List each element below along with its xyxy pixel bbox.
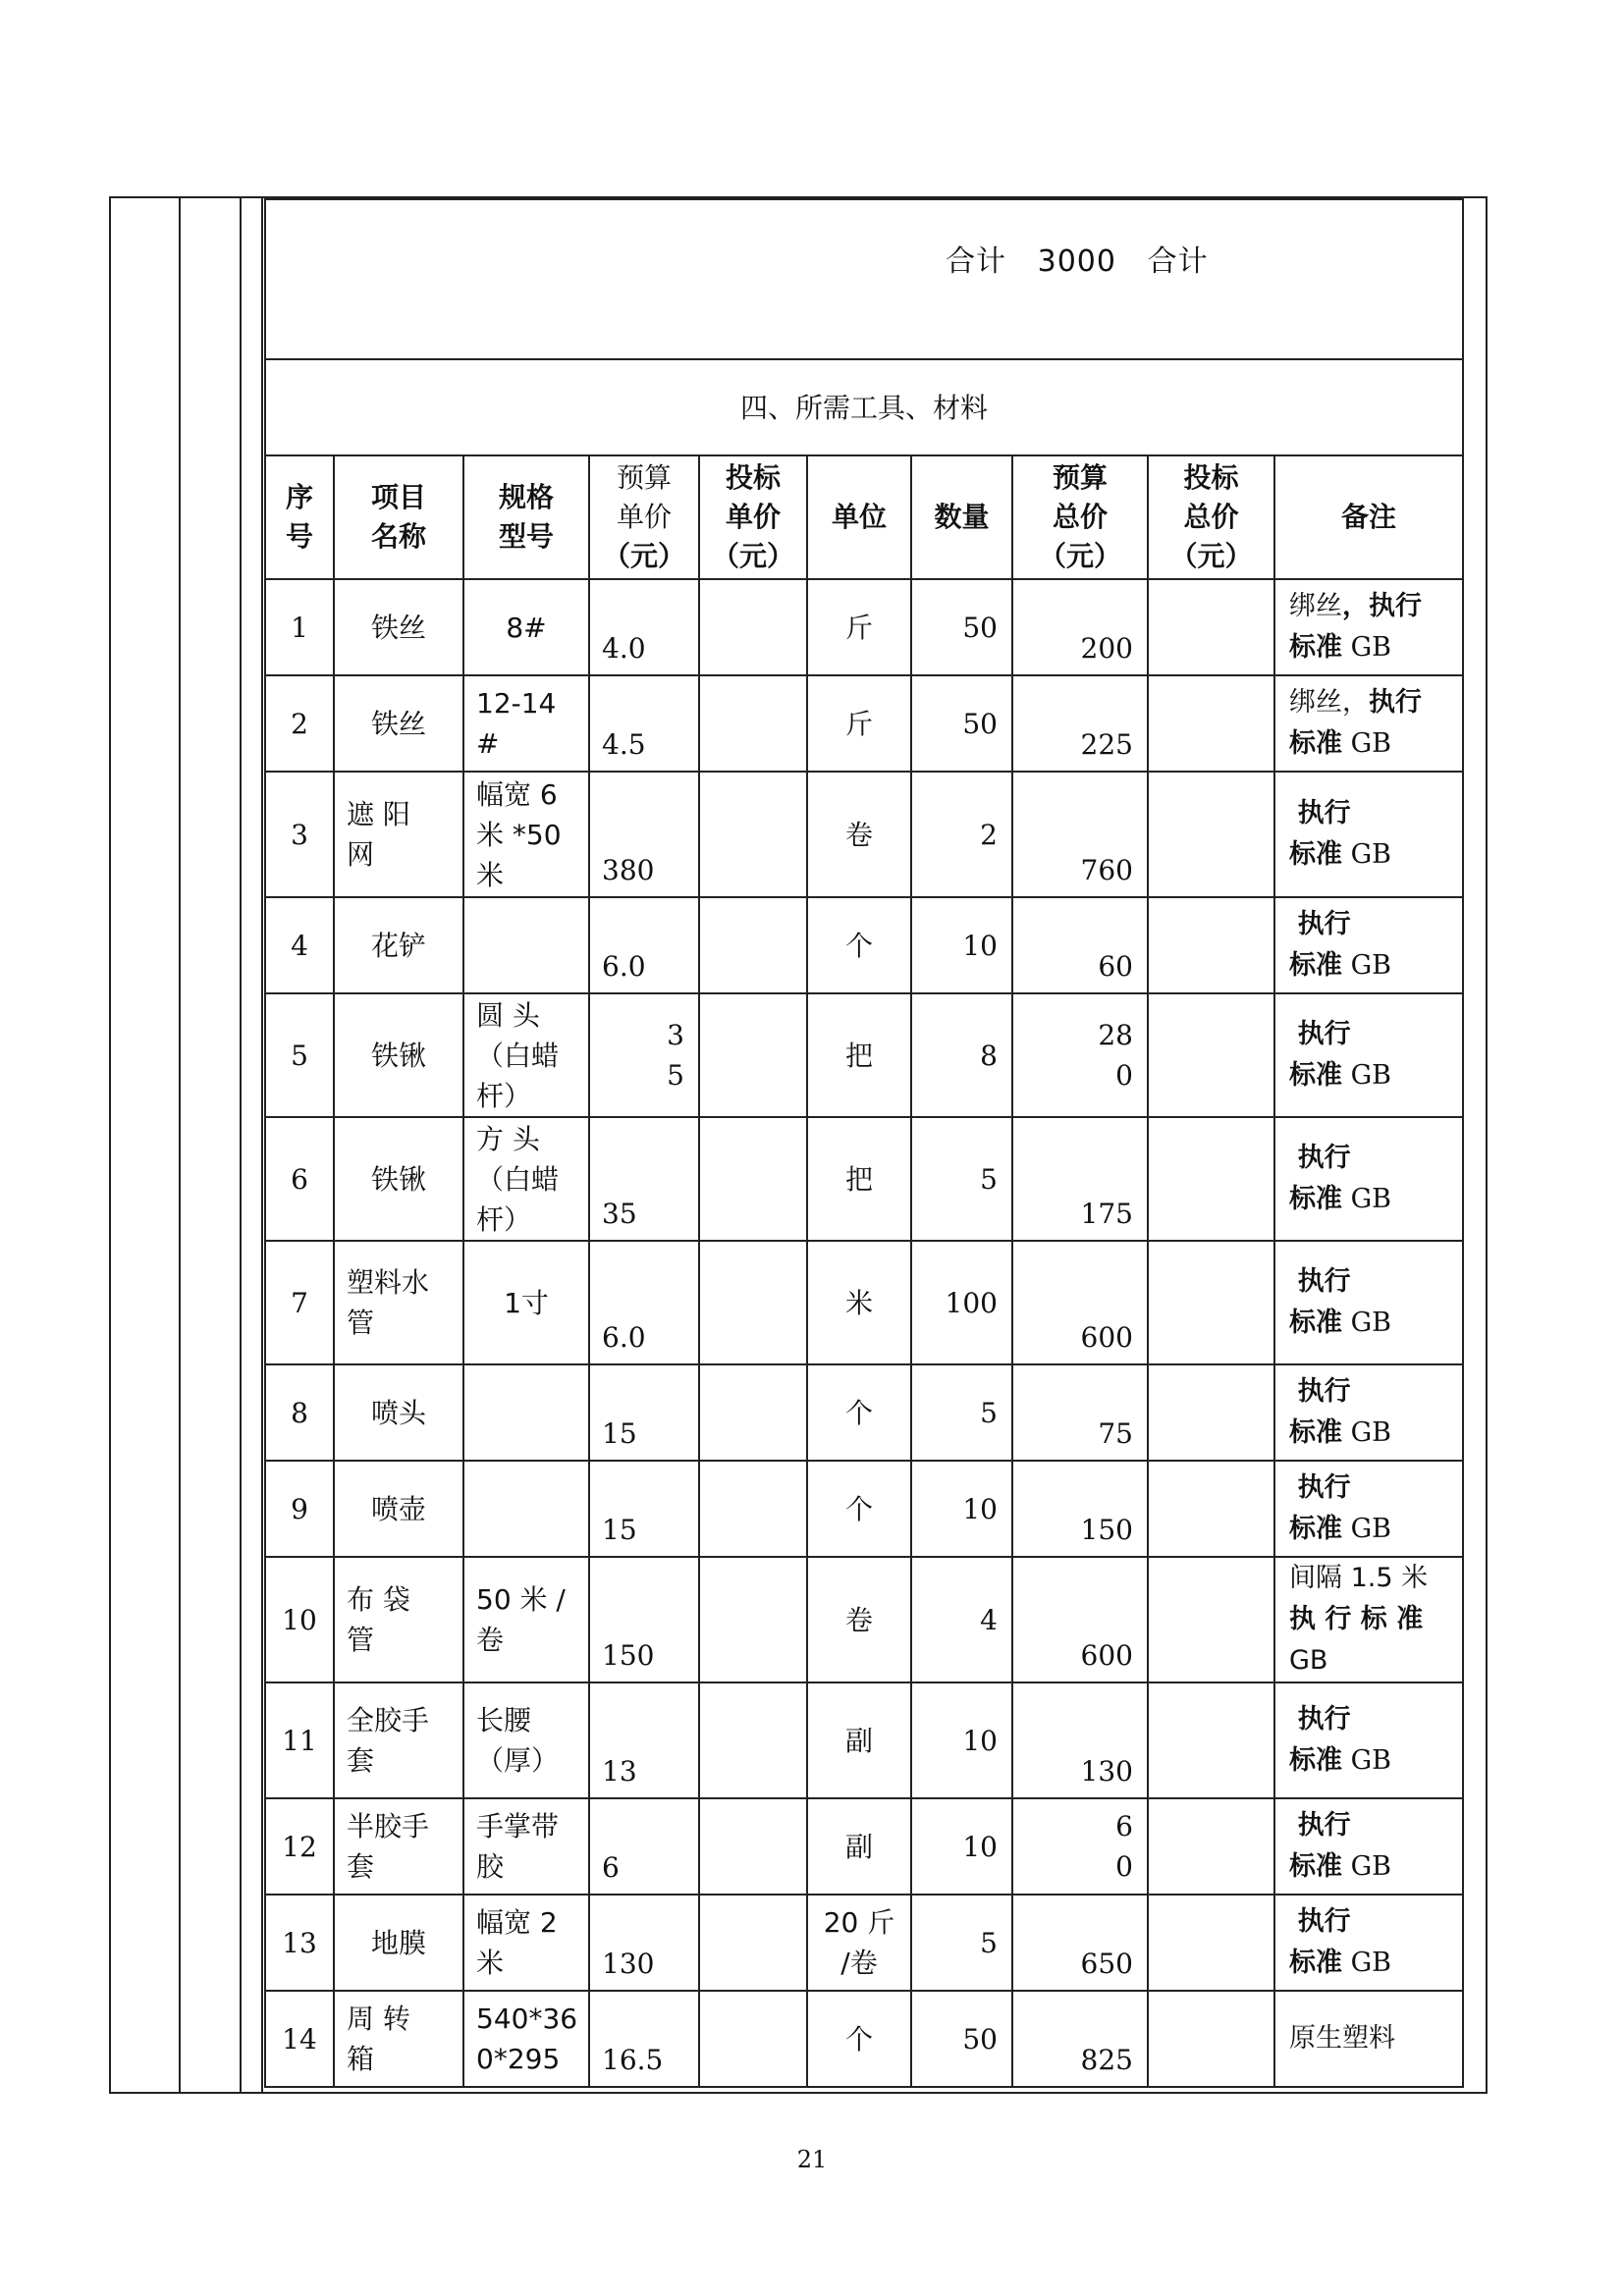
cell-seq: 10 — [265, 1557, 334, 1682]
cell-bid-total — [1148, 1241, 1274, 1364]
cell-qty: 2 — [911, 772, 1012, 897]
cell-bid-unit-price — [699, 675, 807, 772]
table-row — [265, 1364, 1463, 1461]
cell-spec: 圆 头 （白蜡 杆） — [463, 993, 589, 1117]
cell-budget-total: 600 — [1012, 1557, 1148, 1682]
cell-qty: 50 — [911, 675, 1012, 772]
cell-note: 绑丝，执行 标准 GB — [1274, 675, 1463, 772]
cell-name: 铁锹 — [334, 1117, 463, 1241]
cell-spec: 1寸 — [463, 1241, 589, 1364]
cell-spec: 幅宽 2 米 — [463, 1895, 589, 1991]
cell-unit: 米 — [807, 1241, 911, 1364]
cell-unit: 把 — [807, 1117, 911, 1241]
cell-seq: 11 — [265, 1682, 334, 1798]
cell-budget-unit-price: 13 — [589, 1682, 699, 1798]
header-seq: 序 号 — [265, 455, 334, 579]
cell-seq: 7 — [265, 1241, 334, 1364]
cell-name: 喷壶 — [334, 1461, 463, 1557]
table-header-row — [265, 455, 1463, 579]
cell-note: 间隔 1.5 米 执 行 标 准 GB — [1274, 1557, 1463, 1682]
cell-seq: 3 — [265, 772, 334, 897]
cell-note: 执行 标准 GB — [1274, 993, 1463, 1117]
cell-name: 喷头 — [334, 1364, 463, 1461]
cell-note: 执行 标准 GB — [1274, 1798, 1463, 1895]
page-number: 21 — [796, 2146, 828, 2173]
cell-budget-total: 200 — [1012, 579, 1148, 675]
cell-seq: 6 — [265, 1117, 334, 1241]
cell-budget-unit-price: 150 — [589, 1557, 699, 1682]
cell-seq: 12 — [265, 1798, 334, 1895]
cell-seq: 4 — [265, 897, 334, 993]
table-row — [265, 1117, 1463, 1241]
cell-spec — [463, 1364, 589, 1461]
cell-name: 地膜 — [334, 1895, 463, 1991]
cell-spec: 50 米 / 卷 — [463, 1557, 589, 1682]
cell-budget-unit-price: 35 — [589, 1117, 699, 1241]
cell-bid-total — [1148, 1364, 1274, 1461]
cell-budget-total: 225 — [1012, 675, 1148, 772]
cell-budget-unit-price: 3 5 — [589, 993, 699, 1117]
cell-note: 绑丝，执行 标准 GB — [1274, 579, 1463, 675]
cell-budget-unit-price: 15 — [589, 1364, 699, 1461]
cell-bid-total — [1148, 675, 1274, 772]
cell-bid-total — [1148, 1557, 1274, 1682]
cell-budget-total: 825 — [1012, 1991, 1148, 2087]
cell-bid-unit-price — [699, 1364, 807, 1461]
cell-note: 执行 标准 GB — [1274, 1241, 1463, 1364]
cell-budget-unit-price: 6.0 — [589, 1241, 699, 1364]
cell-spec: 长腰 （厚） — [463, 1682, 589, 1798]
cell-seq: 13 — [265, 1895, 334, 1991]
cell-bid-unit-price — [699, 772, 807, 897]
cell-name: 铁丝 — [334, 675, 463, 772]
cell-bid-total — [1148, 993, 1274, 1117]
cell-name: 布 袋 管 — [334, 1557, 463, 1682]
cell-unit: 个 — [807, 1991, 911, 2087]
cell-spec: 540*36 0*295 — [463, 1991, 589, 2087]
cell-name: 塑料水 管 — [334, 1241, 463, 1364]
cell-budget-unit-price: 15 — [589, 1461, 699, 1557]
cell-qty: 4 — [911, 1557, 1012, 1682]
materials-table-container — [264, 198, 1462, 2092]
cell-note: 执行 标准 GB — [1274, 1895, 1463, 1991]
cell-budget-total: 130 — [1012, 1682, 1148, 1798]
cell-budget-total: 150 — [1012, 1461, 1148, 1557]
header-unit: 单位 — [807, 455, 911, 579]
cell-budget-unit-price: 380 — [589, 772, 699, 897]
cell-note: 原生塑料 — [1274, 1991, 1463, 2087]
cell-name: 铁丝 — [334, 579, 463, 675]
cell-qty: 10 — [911, 897, 1012, 993]
cell-qty: 50 — [911, 579, 1012, 675]
cell-bid-unit-price — [699, 1117, 807, 1241]
table-body — [265, 579, 1463, 2087]
cell-unit: 个 — [807, 1364, 911, 1461]
cell-bid-unit-price — [699, 1461, 807, 1557]
materials-table — [264, 198, 1464, 2088]
cell-budget-total: 28 0 — [1012, 993, 1148, 1117]
header-budget-unit-price: 预算 单价 （元） — [589, 455, 699, 579]
cell-seq: 2 — [265, 675, 334, 772]
cell-budget-total: 60 — [1012, 897, 1148, 993]
cell-budget-total: 650 — [1012, 1895, 1148, 1991]
cell-name: 半胶手 套 — [334, 1798, 463, 1895]
cell-unit: 卷 — [807, 772, 911, 897]
cell-bid-unit-price — [699, 579, 807, 675]
cell-qty: 5 — [911, 1895, 1012, 1991]
cell-bid-unit-price — [699, 897, 807, 993]
total-row — [265, 199, 1463, 359]
cell-note: 执行 标准 GB — [1274, 1364, 1463, 1461]
cell-qty: 5 — [911, 1117, 1012, 1241]
cell-bid-unit-price — [699, 1241, 807, 1364]
cell-spec: 12-14 # — [463, 675, 589, 772]
frame-column-divider — [240, 196, 242, 2094]
cell-bid-total — [1148, 772, 1274, 897]
header-budget-total: 预算 总价 （元） — [1012, 455, 1148, 579]
cell-seq: 8 — [265, 1364, 334, 1461]
cell-unit: 斤 — [807, 675, 911, 772]
cell-seq: 5 — [265, 993, 334, 1117]
cell-spec — [463, 1461, 589, 1557]
cell-bid-total — [1148, 1117, 1274, 1241]
cell-bid-total — [1148, 579, 1274, 675]
section-title: 四、所需工具、材料 — [265, 359, 1463, 455]
cell-qty: 10 — [911, 1682, 1012, 1798]
table-row — [265, 993, 1463, 1117]
cell-seq: 14 — [265, 1991, 334, 2087]
cell-note: 执行 标准 GB — [1274, 772, 1463, 897]
cell-budget-total: 600 — [1012, 1241, 1148, 1364]
cell-unit: 卷 — [807, 1557, 911, 1682]
total-text: 合计 3000 合计 — [946, 244, 1209, 279]
cell-seq: 9 — [265, 1461, 334, 1557]
cell-name: 周 转 箱 — [334, 1991, 463, 2087]
cell-unit: 20 斤 /卷 — [807, 1895, 911, 1991]
table-row — [265, 1991, 1463, 2087]
cell-unit: 把 — [807, 993, 911, 1117]
frame-column-divider — [179, 196, 181, 2094]
table-row — [265, 579, 1463, 675]
cell-note: 执行 标准 GB — [1274, 1461, 1463, 1557]
header-note: 备注 — [1274, 455, 1463, 579]
cell-bid-total — [1148, 1895, 1274, 1991]
cell-bid-unit-price — [699, 1991, 807, 2087]
cell-bid-unit-price — [699, 1682, 807, 1798]
cell-bid-unit-price — [699, 1557, 807, 1682]
table-row — [265, 1557, 1463, 1682]
cell-budget-unit-price: 6 — [589, 1798, 699, 1895]
cell-name: 花铲 — [334, 897, 463, 993]
cell-name: 遮 阳 网 — [334, 772, 463, 897]
cell-spec: 幅宽 6 米 *50 米 — [463, 772, 589, 897]
table-row — [265, 1461, 1463, 1557]
table-row — [265, 772, 1463, 897]
cell-qty: 10 — [911, 1798, 1012, 1895]
cell-spec — [463, 897, 589, 993]
table-row — [265, 897, 1463, 993]
cell-qty: 10 — [911, 1461, 1012, 1557]
cell-unit: 副 — [807, 1798, 911, 1895]
table-row — [265, 1798, 1463, 1895]
cell-bid-unit-price — [699, 1895, 807, 1991]
cell-bid-total — [1148, 1682, 1274, 1798]
table-row — [265, 1241, 1463, 1364]
frame-column-divider — [261, 196, 263, 2094]
header-qty: 数量 — [911, 455, 1012, 579]
cell-bid-total — [1148, 897, 1274, 993]
cell-unit: 个 — [807, 1461, 911, 1557]
cell-unit: 副 — [807, 1682, 911, 1798]
cell-spec: 手掌带 胶 — [463, 1798, 589, 1895]
header-bid-unit-price: 投标 单价 （元） — [699, 455, 807, 579]
cell-budget-unit-price: 16.5 — [589, 1991, 699, 2087]
cell-budget-total: 760 — [1012, 772, 1148, 897]
cell-bid-total — [1148, 1461, 1274, 1557]
cell-budget-total: 75 — [1012, 1364, 1148, 1461]
cell-budget-unit-price: 4.0 — [589, 579, 699, 675]
cell-name: 铁锹 — [334, 993, 463, 1117]
cell-bid-unit-price — [699, 993, 807, 1117]
cell-unit: 斤 — [807, 579, 911, 675]
cell-qty: 8 — [911, 993, 1012, 1117]
cell-budget-total: 175 — [1012, 1117, 1148, 1241]
cell-note: 执行 标准 GB — [1274, 1682, 1463, 1798]
header-bid-total: 投标 总价 （元） — [1148, 455, 1274, 579]
cell-qty: 5 — [911, 1364, 1012, 1461]
cell-qty: 100 — [911, 1241, 1012, 1364]
cell-bid-unit-price — [699, 1798, 807, 1895]
cell-spec: 8# — [463, 579, 589, 675]
cell-budget-total: 6 0 — [1012, 1798, 1148, 1895]
cell-note: 执行 标准 GB — [1274, 1117, 1463, 1241]
cell-note: 执行 标准 GB — [1274, 897, 1463, 993]
cell-qty: 50 — [911, 1991, 1012, 2087]
cell-budget-unit-price: 4.5 — [589, 675, 699, 772]
cell-budget-unit-price: 6.0 — [589, 897, 699, 993]
table-row — [265, 675, 1463, 772]
cell-unit: 个 — [807, 897, 911, 993]
cell-seq: 1 — [265, 579, 334, 675]
header-name: 项目 名称 — [334, 455, 463, 579]
cell-spec: 方 头 （白蜡 杆） — [463, 1117, 589, 1241]
cell-bid-total — [1148, 1991, 1274, 2087]
header-spec: 规格 型号 — [463, 455, 589, 579]
table-row — [265, 1895, 1463, 1991]
cell-budget-unit-price: 130 — [589, 1895, 699, 1991]
table-row — [265, 1682, 1463, 1798]
cell-bid-total — [1148, 1798, 1274, 1895]
cell-name: 全胶手 套 — [334, 1682, 463, 1798]
